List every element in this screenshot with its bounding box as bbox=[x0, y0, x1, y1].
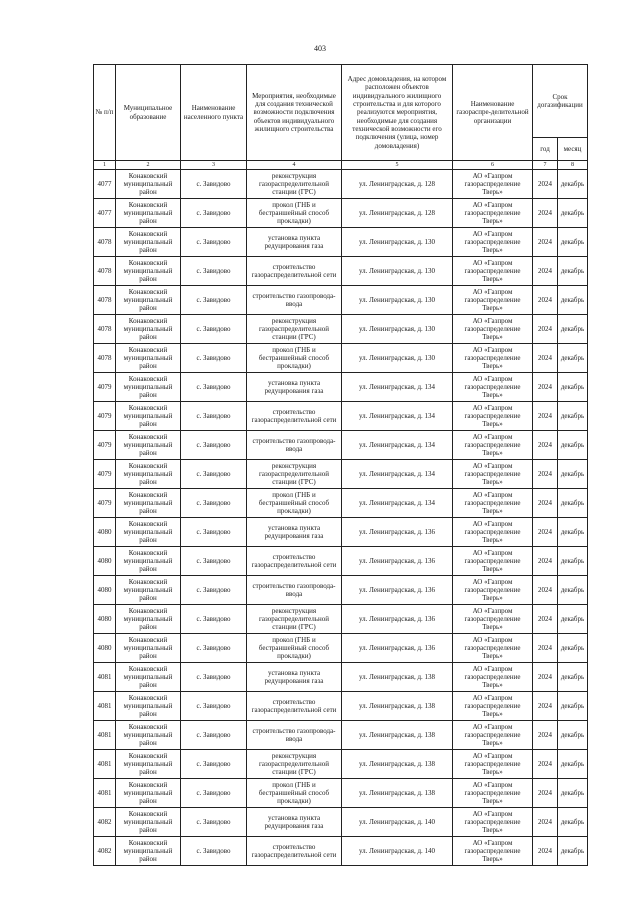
row-month: декабрь bbox=[558, 373, 588, 402]
row-month: декабрь bbox=[558, 431, 588, 460]
row-municipality: Конаковский муниципальный район bbox=[116, 518, 181, 547]
row-month: декабрь bbox=[558, 315, 588, 344]
row-num: 4079 bbox=[94, 431, 116, 460]
row-address: ул. Ленинградская, д. 134 bbox=[342, 373, 453, 402]
row-num: 4078 bbox=[94, 286, 116, 315]
row-municipality: Конаковский муниципальный район bbox=[116, 808, 181, 837]
row-address: ул. Ленинградская, д. 130 bbox=[342, 286, 453, 315]
row-num: 4080 bbox=[94, 518, 116, 547]
row-year: 2024 bbox=[533, 170, 558, 199]
column-number: 6 bbox=[453, 161, 533, 170]
row-municipality: Конаковский муниципальный район bbox=[116, 170, 181, 199]
row-org: АО «Газпром газораспределение Тверь» bbox=[453, 431, 533, 460]
row-measure: прокол (ГНБ и бестраншейный способ прокладки) bbox=[247, 634, 342, 663]
row-measure: строительство газораспределительной сети bbox=[247, 402, 342, 431]
row-measure: строительство газораспределительной сети bbox=[247, 692, 342, 721]
row-address: ул. Ленинградская, д. 134 bbox=[342, 489, 453, 518]
row-measure: строительство газораспределительной сети bbox=[247, 837, 342, 866]
row-org: АО «Газпром газораспределение Тверь» bbox=[453, 692, 533, 721]
row-year: 2024 bbox=[533, 663, 558, 692]
row-year: 2024 bbox=[533, 402, 558, 431]
row-settlement: с. Завидово bbox=[181, 431, 247, 460]
row-municipality: Конаковский муниципальный район bbox=[116, 634, 181, 663]
row-municipality: Конаковский муниципальный район bbox=[116, 257, 181, 286]
row-num: 4078 bbox=[94, 315, 116, 344]
row-num: 4080 bbox=[94, 605, 116, 634]
row-month: декабрь bbox=[558, 460, 588, 489]
header-month: месяц bbox=[558, 138, 588, 161]
table-row bbox=[94, 692, 588, 721]
column-number: 1 bbox=[94, 161, 116, 170]
row-settlement: с. Завидово bbox=[181, 576, 247, 605]
row-num: 4079 bbox=[94, 373, 116, 402]
row-address: ул. Ленинградская, д. 136 bbox=[342, 547, 453, 576]
row-settlement: с. Завидово bbox=[181, 257, 247, 286]
row-settlement: с. Завидово bbox=[181, 489, 247, 518]
table-row bbox=[94, 228, 588, 257]
row-month: декабрь bbox=[558, 489, 588, 518]
row-municipality: Конаковский муниципальный район bbox=[116, 315, 181, 344]
header-year: год bbox=[533, 138, 558, 161]
row-month: декабрь bbox=[558, 576, 588, 605]
column-number: 4 bbox=[247, 161, 342, 170]
row-org: АО «Газпром газораспределение Тверь» bbox=[453, 750, 533, 779]
row-month: декабрь bbox=[558, 199, 588, 228]
row-num: 4081 bbox=[94, 663, 116, 692]
row-num: 4077 bbox=[94, 170, 116, 199]
row-year: 2024 bbox=[533, 199, 558, 228]
header-num: № п/п bbox=[94, 65, 116, 161]
row-num: 4079 bbox=[94, 402, 116, 431]
table-row bbox=[94, 663, 588, 692]
row-measure: строительство газораспределительной сети bbox=[247, 547, 342, 576]
row-settlement: с. Завидово bbox=[181, 808, 247, 837]
row-year: 2024 bbox=[533, 286, 558, 315]
row-org: АО «Газпром газораспределение Тверь» bbox=[453, 605, 533, 634]
row-municipality: Конаковский муниципальный район bbox=[116, 663, 181, 692]
row-measure: прокол (ГНБ и бестраншейный способ прокладки) bbox=[247, 199, 342, 228]
row-municipality: Конаковский муниципальный район bbox=[116, 228, 181, 257]
header-address: Адрес домовладения, на котором расположен объектов индивидуального жилищного строительства и для которого реализуются мероприятия, необходимые для создания технической возможности его подключения (улица, номер домовладения) bbox=[342, 65, 453, 161]
header-org: Наименование газораспре-делительной организации bbox=[453, 65, 533, 161]
row-year: 2024 bbox=[533, 692, 558, 721]
row-month: декабрь bbox=[558, 518, 588, 547]
row-measure: прокол (ГНБ и бестраншейный способ прокладки) bbox=[247, 489, 342, 518]
row-year: 2024 bbox=[533, 460, 558, 489]
header-settlement: Наименование населенного пункта bbox=[181, 65, 247, 161]
table-row bbox=[94, 808, 588, 837]
row-month: декабрь bbox=[558, 692, 588, 721]
page-number: 403 bbox=[314, 44, 326, 53]
row-settlement: с. Завидово bbox=[181, 692, 247, 721]
column-number: 8 bbox=[558, 161, 588, 170]
row-municipality: Конаковский муниципальный район bbox=[116, 431, 181, 460]
row-num: 4081 bbox=[94, 721, 116, 750]
table-row bbox=[94, 315, 588, 344]
row-org: АО «Газпром газораспределение Тверь» bbox=[453, 170, 533, 199]
row-org: АО «Газпром газораспределение Тверь» bbox=[453, 779, 533, 808]
row-settlement: с. Завидово bbox=[181, 547, 247, 576]
row-measure: реконструкция газораспределительной станции (ГРС) bbox=[247, 605, 342, 634]
row-measure: реконструкция газораспределительной станции (ГРС) bbox=[247, 750, 342, 779]
row-month: декабрь bbox=[558, 837, 588, 866]
row-month: декабрь bbox=[558, 257, 588, 286]
row-measure: установка пункта редуцирования газа bbox=[247, 228, 342, 257]
header-municipality: Муниципальное образование bbox=[116, 65, 181, 161]
row-settlement: с. Завидово bbox=[181, 634, 247, 663]
row-settlement: с. Завидово bbox=[181, 402, 247, 431]
row-month: декабрь bbox=[558, 750, 588, 779]
row-month: декабрь bbox=[558, 344, 588, 373]
row-org: АО «Газпром газораспределение Тверь» bbox=[453, 518, 533, 547]
row-org: АО «Газпром газораспределение Тверь» bbox=[453, 228, 533, 257]
row-address: ул. Ленинградская, д. 130 bbox=[342, 257, 453, 286]
row-year: 2024 bbox=[533, 431, 558, 460]
row-settlement: с. Завидово bbox=[181, 344, 247, 373]
row-address: ул. Ленинградская, д. 140 bbox=[342, 837, 453, 866]
row-address: ул. Ленинградская, д. 134 bbox=[342, 402, 453, 431]
row-month: декабрь bbox=[558, 547, 588, 576]
row-municipality: Конаковский муниципальный район bbox=[116, 837, 181, 866]
row-measure: реконструкция газораспределительной станции (ГРС) bbox=[247, 170, 342, 199]
table-row bbox=[94, 170, 588, 199]
table-body bbox=[94, 170, 588, 866]
row-num: 4080 bbox=[94, 634, 116, 663]
row-org: АО «Газпром газораспределение Тверь» bbox=[453, 199, 533, 228]
table-row bbox=[94, 576, 588, 605]
row-address: ул. Ленинградская, д. 136 bbox=[342, 634, 453, 663]
row-org: АО «Газпром газораспределение Тверь» bbox=[453, 576, 533, 605]
row-settlement: с. Завидово bbox=[181, 286, 247, 315]
row-municipality: Конаковский муниципальный район bbox=[116, 576, 181, 605]
row-month: декабрь bbox=[558, 286, 588, 315]
row-address: ул. Ленинградская, д. 134 bbox=[342, 431, 453, 460]
row-settlement: с. Завидово bbox=[181, 170, 247, 199]
row-month: декабрь bbox=[558, 663, 588, 692]
row-settlement: с. Завидово bbox=[181, 460, 247, 489]
row-measure: установка пункта редуцирования газа bbox=[247, 518, 342, 547]
row-measure: строительство газопровода-ввода bbox=[247, 721, 342, 750]
row-address: ул. Ленинградская, д. 128 bbox=[342, 170, 453, 199]
table-row bbox=[94, 460, 588, 489]
row-month: декабрь bbox=[558, 808, 588, 837]
row-settlement: с. Завидово bbox=[181, 228, 247, 257]
row-org: АО «Газпром газораспределение Тверь» bbox=[453, 808, 533, 837]
row-municipality: Конаковский муниципальный район bbox=[116, 199, 181, 228]
gasification-table bbox=[93, 64, 588, 866]
table-row bbox=[94, 286, 588, 315]
row-year: 2024 bbox=[533, 605, 558, 634]
row-num: 4078 bbox=[94, 344, 116, 373]
row-settlement: с. Завидово bbox=[181, 779, 247, 808]
row-address: ул. Ленинградская, д. 134 bbox=[342, 460, 453, 489]
row-municipality: Конаковский муниципальный район bbox=[116, 750, 181, 779]
row-year: 2024 bbox=[533, 721, 558, 750]
table-row bbox=[94, 518, 588, 547]
row-settlement: с. Завидово bbox=[181, 721, 247, 750]
row-org: АО «Газпром газораспределение Тверь» bbox=[453, 721, 533, 750]
row-year: 2024 bbox=[533, 779, 558, 808]
row-municipality: Конаковский муниципальный район bbox=[116, 460, 181, 489]
header-term: Срок догазификации bbox=[533, 65, 588, 138]
row-municipality: Конаковский муниципальный район bbox=[116, 605, 181, 634]
row-address: ул. Ленинградская, д. 136 bbox=[342, 518, 453, 547]
row-measure: установка пункта редуцирования газа bbox=[247, 373, 342, 402]
row-settlement: с. Завидово bbox=[181, 199, 247, 228]
column-number: 2 bbox=[116, 161, 181, 170]
row-year: 2024 bbox=[533, 808, 558, 837]
row-municipality: Конаковский муниципальный район bbox=[116, 489, 181, 518]
row-address: ул. Ленинградская, д. 128 bbox=[342, 199, 453, 228]
row-address: ул. Ленинградская, д. 136 bbox=[342, 576, 453, 605]
row-year: 2024 bbox=[533, 315, 558, 344]
row-year: 2024 bbox=[533, 373, 558, 402]
row-month: декабрь bbox=[558, 402, 588, 431]
table-row bbox=[94, 721, 588, 750]
row-settlement: с. Завидово bbox=[181, 605, 247, 634]
row-address: ул. Ленинградская, д. 138 bbox=[342, 750, 453, 779]
row-num: 4078 bbox=[94, 228, 116, 257]
table-row bbox=[94, 605, 588, 634]
row-measure: установка пункта редуцирования газа bbox=[247, 663, 342, 692]
row-num: 4077 bbox=[94, 199, 116, 228]
table-row bbox=[94, 344, 588, 373]
row-org: АО «Газпром газораспределение Тверь» bbox=[453, 344, 533, 373]
row-year: 2024 bbox=[533, 518, 558, 547]
row-num: 4081 bbox=[94, 750, 116, 779]
row-address: ул. Ленинградская, д. 130 bbox=[342, 315, 453, 344]
row-settlement: с. Завидово bbox=[181, 518, 247, 547]
row-year: 2024 bbox=[533, 547, 558, 576]
row-address: ул. Ленинградская, д. 138 bbox=[342, 692, 453, 721]
row-settlement: с. Завидово bbox=[181, 750, 247, 779]
row-month: декабрь bbox=[558, 605, 588, 634]
row-org: АО «Газпром газораспределение Тверь» bbox=[453, 634, 533, 663]
row-num: 4079 bbox=[94, 489, 116, 518]
row-measure: строительство газопровода-ввода bbox=[247, 286, 342, 315]
row-org: АО «Газпром газораспределение Тверь» bbox=[453, 489, 533, 518]
row-org: АО «Газпром газораспределение Тверь» bbox=[453, 402, 533, 431]
row-municipality: Конаковский муниципальный район bbox=[116, 547, 181, 576]
row-municipality: Конаковский муниципальный район bbox=[116, 779, 181, 808]
row-org: АО «Газпром газораспределение Тверь» bbox=[453, 257, 533, 286]
column-number: 5 bbox=[342, 161, 453, 170]
row-year: 2024 bbox=[533, 344, 558, 373]
table-row bbox=[94, 837, 588, 866]
row-num: 4078 bbox=[94, 257, 116, 286]
row-settlement: с. Завидово bbox=[181, 373, 247, 402]
row-settlement: с. Завидово bbox=[181, 663, 247, 692]
row-num: 4081 bbox=[94, 779, 116, 808]
row-municipality: Конаковский муниципальный район bbox=[116, 402, 181, 431]
row-address: ул. Ленинградская, д. 136 bbox=[342, 605, 453, 634]
row-num: 4081 bbox=[94, 692, 116, 721]
row-address: ул. Ленинградская, д. 138 bbox=[342, 779, 453, 808]
row-year: 2024 bbox=[533, 576, 558, 605]
row-measure: прокол (ГНБ и бестраншейный способ прокладки) bbox=[247, 344, 342, 373]
row-num: 4079 bbox=[94, 460, 116, 489]
row-measure: прокол (ГНБ и бестраншейный способ прокладки) bbox=[247, 779, 342, 808]
row-month: декабрь bbox=[558, 779, 588, 808]
row-month: декабрь bbox=[558, 634, 588, 663]
table-row bbox=[94, 257, 588, 286]
row-month: декабрь bbox=[558, 721, 588, 750]
row-org: АО «Газпром газораспределение Тверь» bbox=[453, 315, 533, 344]
table-row bbox=[94, 373, 588, 402]
row-org: АО «Газпром газораспределение Тверь» bbox=[453, 460, 533, 489]
table-row bbox=[94, 402, 588, 431]
row-num: 4080 bbox=[94, 576, 116, 605]
row-org: АО «Газпром газораспределение Тверь» bbox=[453, 373, 533, 402]
row-settlement: с. Завидово bbox=[181, 315, 247, 344]
row-address: ул. Ленинградская, д. 130 bbox=[342, 228, 453, 257]
row-address: ул. Ленинградская, д. 140 bbox=[342, 808, 453, 837]
column-number: 3 bbox=[181, 161, 247, 170]
row-address: ул. Ленинградская, д. 138 bbox=[342, 721, 453, 750]
column-number-row bbox=[94, 161, 588, 170]
row-org: АО «Газпром газораспределение Тверь» bbox=[453, 663, 533, 692]
row-org: АО «Газпром газораспределение Тверь» bbox=[453, 837, 533, 866]
table-row bbox=[94, 779, 588, 808]
row-year: 2024 bbox=[533, 257, 558, 286]
row-num: 4082 bbox=[94, 808, 116, 837]
row-num: 4082 bbox=[94, 837, 116, 866]
row-settlement: с. Завидово bbox=[181, 837, 247, 866]
row-month: декабрь bbox=[558, 228, 588, 257]
table-row bbox=[94, 634, 588, 663]
column-number: 7 bbox=[533, 161, 558, 170]
row-municipality: Конаковский муниципальный район bbox=[116, 692, 181, 721]
row-org: АО «Газпром газораспределение Тверь» bbox=[453, 547, 533, 576]
row-measure: строительство газопровода-ввода bbox=[247, 576, 342, 605]
row-municipality: Конаковский муниципальный район bbox=[116, 344, 181, 373]
row-num: 4080 bbox=[94, 547, 116, 576]
row-org: АО «Газпром газораспределение Тверь» bbox=[453, 286, 533, 315]
table-row bbox=[94, 750, 588, 779]
row-year: 2024 bbox=[533, 837, 558, 866]
row-measure: установка пункта редуцирования газа bbox=[247, 808, 342, 837]
row-year: 2024 bbox=[533, 489, 558, 518]
row-municipality: Конаковский муниципальный район bbox=[116, 721, 181, 750]
row-year: 2024 bbox=[533, 750, 558, 779]
row-municipality: Конаковский муниципальный район bbox=[116, 286, 181, 315]
table-row bbox=[94, 489, 588, 518]
row-measure: реконструкция газораспределительной станции (ГРС) bbox=[247, 460, 342, 489]
row-address: ул. Ленинградская, д. 138 bbox=[342, 663, 453, 692]
table-row bbox=[94, 199, 588, 228]
row-month: декабрь bbox=[558, 170, 588, 199]
row-measure: строительство газопровода-ввода bbox=[247, 431, 342, 460]
table-row bbox=[94, 431, 588, 460]
row-measure: строительство газораспределительной сети bbox=[247, 257, 342, 286]
row-address: ул. Ленинградская, д. 130 bbox=[342, 344, 453, 373]
header-measures: Мероприятия, необходимые для создания технической возможности подключения объектов индивидуального жилищного строительства bbox=[247, 65, 342, 161]
table-row bbox=[94, 547, 588, 576]
row-year: 2024 bbox=[533, 634, 558, 663]
row-year: 2024 bbox=[533, 228, 558, 257]
row-measure: реконструкция газораспределительной станции (ГРС) bbox=[247, 315, 342, 344]
row-municipality: Конаковский муниципальный район bbox=[116, 373, 181, 402]
